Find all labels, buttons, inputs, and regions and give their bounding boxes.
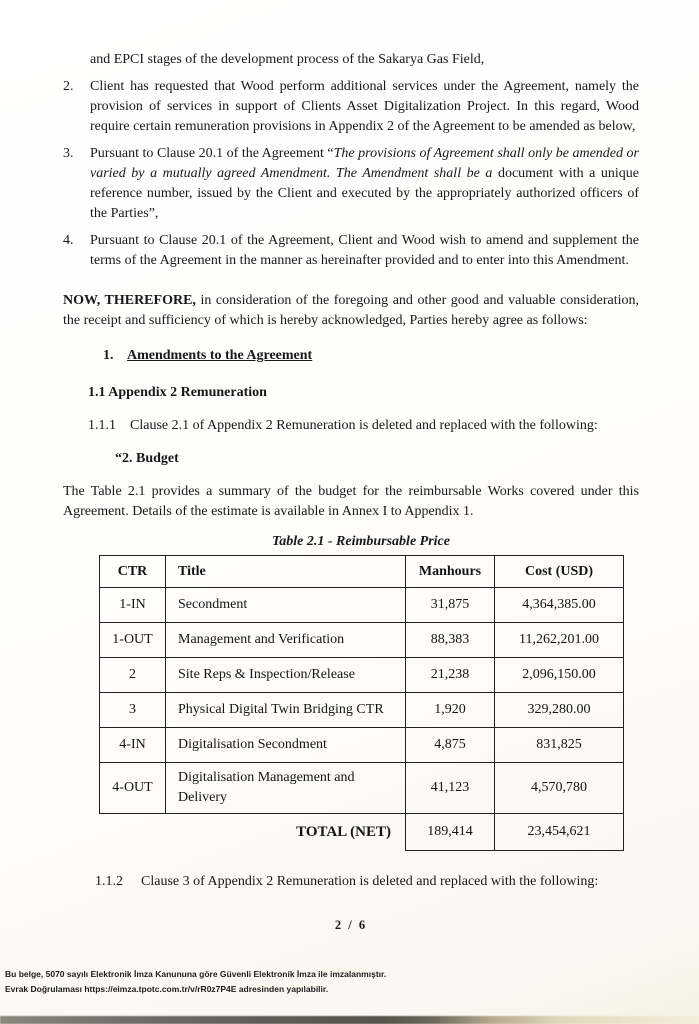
scan-edge-strip [0,1016,699,1024]
cell-manhours: 4,875 [406,728,495,763]
cell-title: Physical Digital Twin Bridging CTR [166,693,406,728]
clause-1-1-1-number: 1.1.1 [88,418,116,433]
table-total-row [100,814,624,851]
list-item-3-number: 3. [63,146,74,161]
list-item-4-number: 4. [63,233,74,248]
table-row [100,763,624,814]
cell-title: Digitalisation Management and Delivery [166,763,406,814]
column-header-manhours: Manhours [406,556,495,588]
footer-line-2: Evrak Doğrulaması https://eimza.tpotc.com.tr/v/rR0z7P4E adresinden yapılabilir. [5,984,329,994]
list-item-2-number: 2. [63,79,74,94]
cell-ctr: 4-IN [100,728,166,763]
cell-manhours: 31,875 [406,588,495,623]
column-header-cost: Cost (USD) [495,556,624,588]
now-therefore-rest: in consideration of the foregoing and other good and valuable consideration, the receipt and sufficiency of which is hereby acknowledged, Parties hereby agree as follows: [63,293,639,328]
clause-1-1-1-text: Clause 2.1 of Appendix 2 Remuneration is deleted and replaced with the following: [130,418,598,433]
cell-title: Management and Verification [166,623,406,658]
cell-manhours: 1,920 [406,693,495,728]
e-signature-footer [5,967,386,997]
now-therefore-paragraph [63,291,639,331]
table-row [100,658,624,693]
table-header-row [100,556,624,588]
list-item-1-continuation: and EPCI stages of the development process of the Sakarya Gas Field, [90,52,485,67]
heading-amendments-number: 1. [103,348,114,363]
total-cost: 23,454,621 [495,814,624,851]
list-item-2-text: Client has requested that Wood perform additional services under the Agreement, namely the provision of services in support of Clients Asset Digitalization Project. In this regard, Wood require certain remuneration provisions in Appendix 2 of the Agreement to be amended as below, [90,79,639,134]
cell-cost: 329,280.00 [495,693,624,728]
document-body [63,50,639,935]
table-row [100,728,624,763]
list-item-3-quote-rest: document with a unique reference number, issued by the Client and executed by the appropriately authorized officers of the Parties”, [90,166,639,221]
reimbursable-price-table [99,555,624,851]
list-item-4-text: Pursuant to Clause 20.1 of the Agreement, Client and Wood wish to amend and supplement the terms of the Agreement in the manner as hereinafter provided and to enter into this Amendment. [90,233,639,268]
cell-title: Site Reps & Inspection/Release [166,658,406,693]
page-number: 2 / 6 [334,918,368,932]
cell-cost: 4,364,385.00 [495,588,624,623]
heading-appendix-2-remuneration: 1.1 Appendix 2 Remuneration [88,385,267,400]
list-item-3-quote-italic: The provisions of Agreement shall only be amended or varied by a mutually agreed Amendment. The Amendment shall be a [90,146,639,181]
cell-ctr: 1-OUT [100,623,166,658]
cell-cost: 4,570,780 [495,763,624,814]
clause-1-1-2-number: 1.1.2 [95,874,123,889]
total-label: TOTAL (NET) [296,824,391,841]
cell-ctr: 2 [100,658,166,693]
clause-1-1-1 [88,416,639,436]
total-manhours: 189,414 [406,814,495,851]
now-therefore-lead: NOW, THEREFORE, [63,293,196,308]
cell-cost: 831,825 [495,728,624,763]
column-header-title: Title [166,556,406,588]
heading-amendments-text: Amendments to the Agreement [127,348,313,363]
table-intro-paragraph: The Table 2.1 provides a summary of the budget for the reimbursable Works covered under this Agreement. Details of the estimate is available in Annex I to Appendix 1. [63,484,639,519]
budget-subheading: “2. Budget [115,451,179,466]
list-item-4 [63,231,639,271]
clause-1-1-2-text: Clause 3 of Appendix 2 Remuneration is deleted and replaced with the following: [141,874,599,889]
list-item-3 [63,144,639,224]
table-caption: Table 2.1 - Reimbursable Price [272,534,450,549]
cell-title: Secondment [166,588,406,623]
cell-ctr: 3 [100,693,166,728]
cell-ctr: 1-IN [100,588,166,623]
clause-1-1-2 [95,872,639,892]
table-row [100,623,624,658]
heading-amendments [103,346,639,366]
cell-ctr: 4-OUT [100,763,166,814]
footer-line-1: Bu belge, 5070 sayılı Elektronik İmza Kanununa göre Güvenli Elektronik İmza ile imzalanmıştır. [5,969,387,979]
list-item-2 [63,77,639,137]
cell-manhours: 21,238 [406,658,495,693]
table-row [100,693,624,728]
column-header-ctr: CTR [100,556,166,588]
cell-manhours: 88,383 [406,623,495,658]
table-row [100,588,624,623]
cell-manhours: 41,123 [406,763,495,814]
list-item-3-text [90,144,639,224]
list-item-3-lead: Pursuant to Clause 20.1 of the Agreement “ [90,146,334,161]
cell-title: Digitalisation Secondment [166,728,406,763]
cell-cost: 11,262,201.00 [495,623,624,658]
cell-cost: 2,096,150.00 [495,658,624,693]
